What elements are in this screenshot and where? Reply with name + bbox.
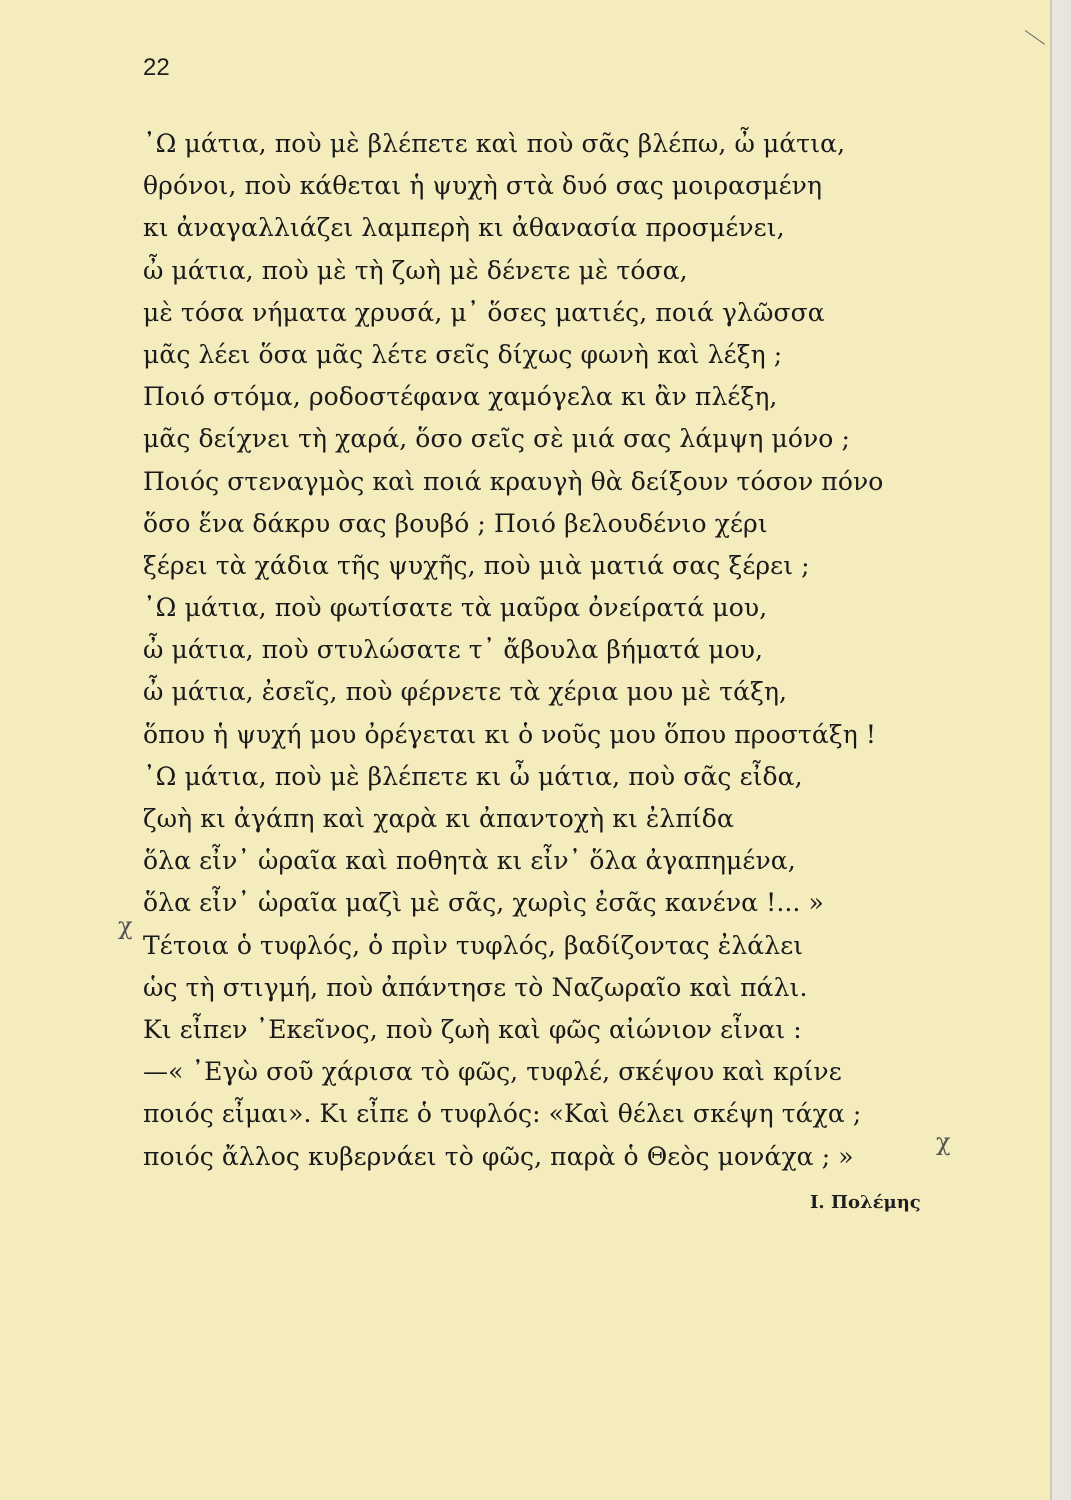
poem-line: ὅπου ἡ ψυχή μου ὀρέγεται κι ὁ νοῦς μου ὅπου προστάξη !	[143, 719, 876, 749]
poem-line: ὡς τὴ στιγμή, ποὺ ἀπάντησε τὸ Ναζωραῖο καὶ πάλι.	[143, 972, 808, 1002]
poem-line: ποιός εἶμαι». Κι εἶπε ὁ τυφλός: «Καὶ θέλει σκέψη τάχα ;	[143, 1099, 862, 1129]
poem-line: κι ἀναγαλλιάζει λαμπερὴ κι ἀθανασία προσμένει,	[143, 213, 785, 243]
poem-line: μὲ τόσα νήματα χρυσά, μ᾿ ὅσες ματιές, ποιά γλῶσσα	[143, 297, 825, 327]
poem-line: μᾶς λέει ὅσα μᾶς λέτε σεῖς δίχως φωνὴ καὶ λέξη ;	[143, 339, 783, 369]
margin-mark-left: χ	[118, 912, 133, 940]
poem-line: ᾿Ω μάτια, ποὺ φωτίσατε τὰ μαῦρα ὀνείρατά μου,	[143, 593, 768, 623]
poem-line: ὦ μάτια, ἐσεῖς, ποὺ φέρνετε τὰ χέρια μου μὲ τάξη,	[143, 677, 788, 707]
poem-text	[143, 123, 1003, 1178]
poem-line: ὦ μάτια, ποὺ στυλώσατε τ᾿ ἄβουλα βήματά μου,	[143, 635, 764, 665]
page-number: 22	[143, 54, 170, 81]
poem-line: Ποιός στεναγμὸς καὶ ποιά κραυγὴ θὰ δείξουν τόσον πόνο	[143, 466, 884, 496]
corner-mark	[1019, 30, 1045, 53]
poem-line: ὦ μάτια, ποὺ μὲ τὴ ζωὴ μὲ δένετε μὲ τόσα,	[143, 255, 688, 285]
poem-line: ποιός ἄλλος κυβερνάει τὸ φῶς, παρὰ ὁ Θεὸς μονάχα ; »	[143, 1141, 854, 1171]
poem-line: ζωὴ κι ἀγάπη καὶ χαρὰ κι ἀπαντοχὴ κι ἐλπίδα	[143, 804, 734, 833]
poem-line: μᾶς δείχνει τὴ χαρά, ὅσο σεῖς σὲ μιά σας λάμψη μόνο ;	[143, 424, 850, 454]
poem-line: ᾿Ω μάτια, ποὺ μὲ βλέπετε καὶ ποὺ σᾶς βλέπω, ὦ μάτια,	[143, 129, 846, 158]
poem-line: —« ᾿Εγὼ σοῦ χάρισα τὸ φῶς, τυφλέ, σκέψου καὶ κρίνε	[143, 1057, 842, 1087]
poem-line: ὅσο ἕνα δάκρυ σας βουβό ; Ποιό βελουδένιο χέρι	[143, 508, 768, 538]
poem-line: ὅλα εἶν᾿ ὡραῖα καὶ ποθητὰ κι εἶν᾿ ὅλα ἀγαπημένα,	[143, 846, 796, 876]
poem-line: Κι εἶπεν ᾿Εκεῖνος, ποὺ ζωὴ καὶ φῶς αἰώνιον εἶναι :	[143, 1014, 802, 1044]
poem-line: ξέρει τὰ χάδια τῆς ψυχῆς, ποὺ μιὰ ματιά σας ξέρει ;	[143, 550, 810, 580]
poem-line: θρόνοι, ποὺ κάθεται ἡ ψυχὴ στὰ δυό σας μοιρασμένη	[143, 171, 823, 201]
poem-line: Τέτοια ὁ τυφλός, ὁ πρὶν τυφλός, βαδίζοντας ἐλάλει	[143, 930, 804, 960]
poem-line: Ποιό στόμα, ροδοστέφανα χαμόγελα κι ἂν πλέξη,	[143, 382, 778, 412]
poem-line: ὅλα εἶν᾿ ὡραῖα μαζὶ μὲ σᾶς, χωρὶς ἐσᾶς κανένα !... »	[143, 888, 824, 918]
poem-line: ᾿Ω μάτια, ποὺ μὲ βλέπετε κι ὦ μάτια, ποὺ σᾶς εἶδα,	[143, 761, 803, 791]
margin-mark-right: χ	[936, 1128, 951, 1156]
page-edge	[1050, 0, 1071, 1500]
author-signature: Ι. Πολέμης	[810, 1192, 921, 1213]
